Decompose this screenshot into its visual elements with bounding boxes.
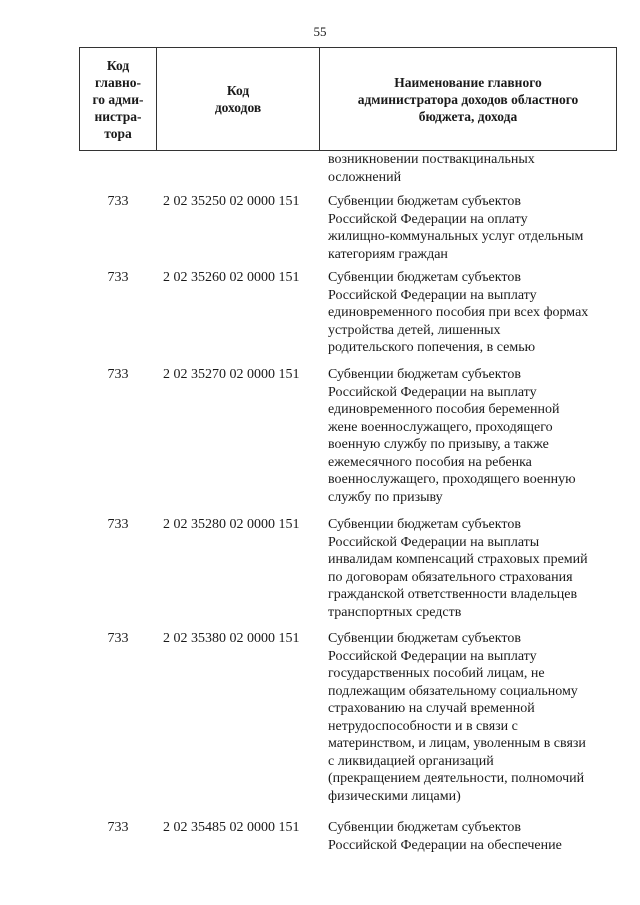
income-code: 2 02 35270 02 0000 151 xyxy=(163,367,300,382)
income-name-line: Субвенции бюджетам субъектов xyxy=(328,517,521,532)
income-name-line: военную службу по призыву, а также xyxy=(328,437,549,452)
admin-code: 733 xyxy=(107,631,129,646)
income-name-line: родительского попечения, в семью xyxy=(328,340,536,355)
income-name-line: нетрудоспособности и в связи с xyxy=(328,718,518,734)
income-name-line: жене военнослужащего, проходящего xyxy=(328,419,553,435)
header-income-code-line: доходов xyxy=(214,100,262,115)
admin-code: 733 xyxy=(107,367,129,382)
income-name xyxy=(328,630,623,805)
income-name-line: военнослужащего, проходящего военную xyxy=(328,472,576,487)
income-name-line: по договорам обязательного страхования xyxy=(328,569,573,585)
header-name xyxy=(320,48,616,150)
continued-text xyxy=(328,151,618,186)
header-admin-code-line: нистра- xyxy=(94,108,142,124)
income-name-line: единовременного пособия беременной xyxy=(328,402,560,417)
header-income-code-line: Код xyxy=(226,83,250,98)
income-name-line: физическими лицами) xyxy=(328,788,461,804)
header-name-line: бюджета, дохода xyxy=(418,108,518,124)
income-code: 2 02 35485 02 0000 151 xyxy=(163,820,300,835)
income-name-line: Российской Федерации на выплату xyxy=(328,648,537,664)
header-income-code xyxy=(157,48,320,150)
income-name-line: транспортных средств xyxy=(328,604,462,620)
income-name xyxy=(328,516,623,621)
income-name-line: гражданской ответственности владельцев xyxy=(328,587,578,602)
income-name xyxy=(328,193,623,263)
income-name-line: Российской Федерации на выплату xyxy=(328,384,537,400)
admin-code: 733 xyxy=(107,517,129,532)
income-name-line: подлежащим обязательному социальному xyxy=(328,683,578,699)
income-name xyxy=(328,366,623,506)
continued-text-line: возникновении поствакцинальных xyxy=(328,152,535,167)
income-name-line: инвалидам компенсаций страховых премий xyxy=(328,552,588,567)
continued-text-line: осложнений xyxy=(328,169,402,185)
income-name-line: Субвенции бюджетам субъектов xyxy=(328,270,521,285)
income-name-line: Российской Федерации на выплаты xyxy=(328,534,540,550)
income-name-line: службу по призыву xyxy=(328,489,443,505)
income-name-line: жилищно-коммунальных услуг отдельным xyxy=(328,229,584,244)
page-number: 55 xyxy=(313,24,327,39)
header-admin-code-line: тора xyxy=(104,125,132,141)
income-code: 2 02 35250 02 0000 151 xyxy=(163,194,300,209)
income-name-line: с ликвидацией организаций xyxy=(328,753,494,769)
header-admin-code xyxy=(80,48,157,150)
header-admin-code-line: главно- xyxy=(94,74,142,90)
income-code: 2 02 35380 02 0000 151 xyxy=(163,631,300,646)
income-name-line: государственных пособий лицам, не xyxy=(328,666,545,681)
income-name-line: страхованию на случай временной xyxy=(328,701,535,716)
income-name-line: ежемесячного пособия на ребенка xyxy=(328,454,532,470)
income-name xyxy=(328,819,623,854)
income-name-line: Российской Федерации на оплату xyxy=(328,211,528,227)
header-name-line: администратора доходов областного xyxy=(357,91,579,107)
income-name-line: Субвенции бюджетам субъектов xyxy=(328,631,521,646)
income-name-line: Субвенции бюджетам субъектов xyxy=(328,194,521,209)
header-name-line: Наименование главного xyxy=(394,74,542,90)
table-header xyxy=(79,47,617,151)
income-name-line: устройства детей, лишенных xyxy=(328,322,501,338)
income-code: 2 02 35280 02 0000 151 xyxy=(163,517,300,532)
income-name-line: единовременного пособия при всех формах xyxy=(328,305,589,320)
income-name-line: (прекращением деятельности, полномочий xyxy=(328,771,585,786)
income-name-line: Субвенции бюджетам субъектов xyxy=(328,820,521,835)
header-admin-code-line: Код xyxy=(106,57,130,73)
admin-code: 733 xyxy=(107,194,129,209)
income-code: 2 02 35260 02 0000 151 xyxy=(163,270,300,285)
income-name-line: Российской Федерации на выплату xyxy=(328,287,537,303)
admin-code: 733 xyxy=(107,820,129,835)
income-name-line: категориям граждан xyxy=(328,246,448,262)
header-admin-code-line: го адми- xyxy=(92,91,144,107)
income-name-line: материнством, и лицам, уволенным в связи xyxy=(328,736,586,751)
income-name-line: Субвенции бюджетам субъектов xyxy=(328,367,521,382)
income-name-line: Российской Федерации на обеспечение xyxy=(328,837,562,853)
income-name xyxy=(328,269,623,357)
admin-code: 733 xyxy=(107,270,129,285)
